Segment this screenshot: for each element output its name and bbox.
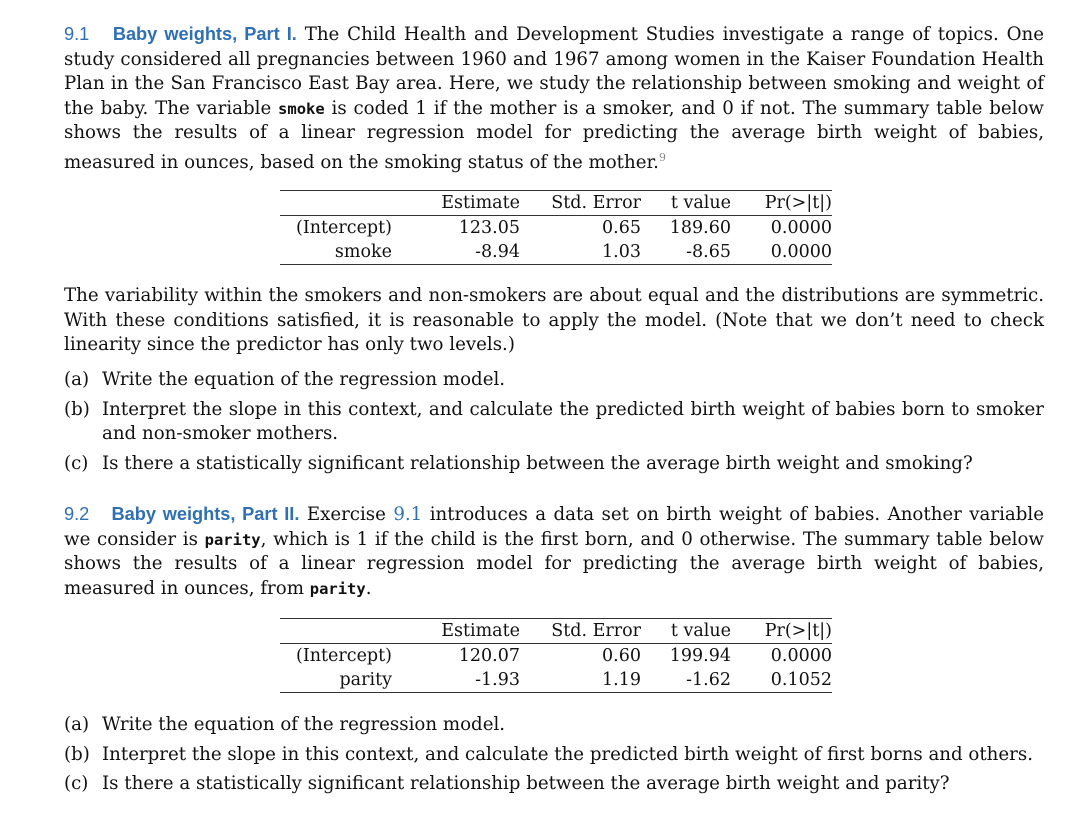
header-cell: Std. Error [551,621,641,641]
item-text: Interpret the slope in this context, and calculate the predicted birth weight of first borns and others. [102,743,1033,765]
intro-text: The Child Health and Development Studies investigate a range of topics. One study considered all pregnancies between 1960 and 1967 among women in the Kaiser Foundation Health Plan in the San Francisco East Bay area. Here, we study the relationship between smoking and weight of the baby. The variable [64,24,1044,119]
list-item [64,452,1044,477]
exercise-reference-link[interactable]: 9.1 [393,504,423,525]
p-value-cell: 0.0000 [770,646,832,666]
item-text: Interpret the slope in this context, and calculate the predicted birth weight of babies born to smoker and non-smoker mothers. [102,398,1044,445]
table-row [280,216,832,241]
table-row [280,240,832,265]
table-row [280,644,832,669]
estimate-cell: -8.94 [475,242,520,262]
list-item [64,713,1044,738]
header-cell: Estimate [441,621,520,641]
footnote-mark: 9 [658,150,666,164]
header-cell: Pr(>|t|) [764,193,832,213]
intro-text-cont: introduces a data set on birth weight of babies. Another variable we consider is [64,504,1044,550]
std-error-cell: 1.19 [602,670,641,690]
item-text: Is there a statistically significant relationship between the average birth weight and parity? [102,773,950,795]
estimate-cell: 123.05 [458,218,520,238]
item-label: (c) [64,773,89,795]
header-cell [280,619,410,644]
header-cell: t value [670,621,731,641]
table-header-row [280,191,832,216]
table-row [280,668,832,693]
p-value-cell: 0.0000 [770,218,832,238]
estimate-cell: -1.93 [475,670,520,690]
exercise-9-2-questions [64,713,1044,797]
header-cell [280,191,410,216]
list-item [64,398,1044,447]
variable-parity: parity [204,530,261,549]
p-value-cell: 0.1052 [770,670,832,690]
t-value-cell: 189.60 [669,218,731,238]
exercise-number: 9.2 [64,504,90,524]
row-label: parity [339,670,392,690]
item-text: Write the equation of the regression model. [102,369,506,390]
regression-table-parity [280,618,832,693]
list-item [64,772,1044,797]
variable-parity: parity [309,579,366,598]
row-label: (Intercept) [296,218,392,238]
exercise-9-2-intro [64,502,1044,601]
p-value-cell: 0.0000 [770,242,832,262]
item-label: (b) [64,398,90,420]
intro-text-cont: , which is 1 if the child is the first born, and 0 otherwise. The summary table below shows the results of a linear regression model for predicting the average birth weight of babies, measured in ounces, from [64,528,1044,599]
exercise-title: Baby weights, Part I. [112,24,297,44]
variable-smoke: smoke [278,99,325,118]
exercise-number: 9.1 [64,24,90,44]
table-header-row [280,619,832,644]
row-label: smoke [334,242,392,262]
item-text: Is there a statistically significant relationship between the average birth weight and smoking? [102,452,973,474]
exercise-9-1-intro [64,22,1044,176]
header-cell: t value [670,193,731,213]
header-cell: Std. Error [551,193,641,213]
estimate-cell: 120.07 [458,646,520,666]
std-error-cell: 0.60 [602,646,641,666]
row-label: (Intercept) [296,646,392,666]
exercise-9-1-questions [64,368,1044,476]
item-label: (a) [64,369,90,390]
header-cell: Estimate [441,193,520,213]
std-error-cell: 0.65 [602,218,641,238]
t-value-cell: 199.94 [669,646,731,666]
item-label: (c) [64,452,89,474]
std-error-cell: 1.03 [602,242,641,262]
item-label: (b) [64,743,90,765]
item-label: (a) [64,714,90,735]
item-text: Write the equation of the regression model. [102,714,506,735]
header-cell: Pr(>|t|) [764,621,832,641]
intro-text-end: . [365,577,372,599]
list-item [64,743,1044,768]
exercise-title: Baby weights, Part II. [111,504,300,524]
intro-text: Exercise [306,504,386,525]
t-value-cell: -8.65 [686,242,731,262]
regression-table-smoke [280,190,832,265]
list-item [64,368,1044,393]
t-value-cell: -1.62 [686,670,731,690]
intro-text-cont: is coded 1 if the mother is a smoker, and 0 if not. The summary table below shows the results of a linear regression model for predicting the average birth weight of babies, measured in ounces, based on the smoking status of the mother. [64,97,1044,174]
conditions-paragraph: The variability within the smokers and non-smokers are about equal and the distributions are symmetric. With these conditions satisfied, it is reasonable to apply the model. (Note that we don’t need to check linearity since the predictor has only two levels.) [64,285,1044,356]
